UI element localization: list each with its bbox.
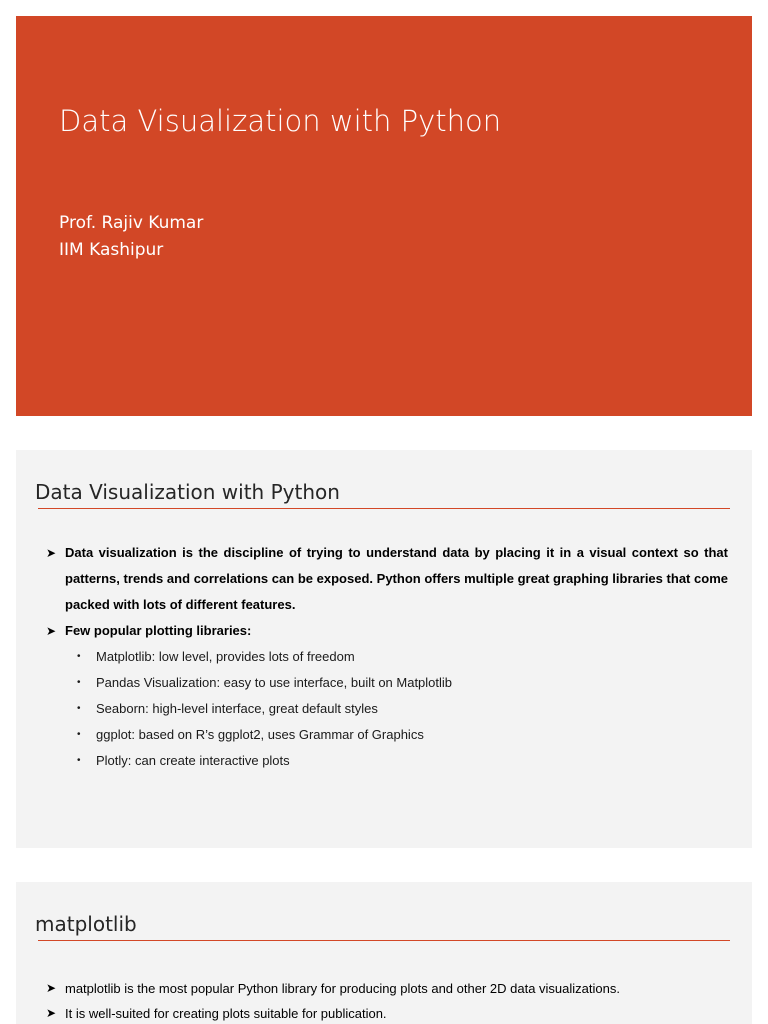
author-block xyxy=(59,210,203,264)
author-institution: IIM Kashipur xyxy=(59,240,164,260)
list-item xyxy=(46,540,728,618)
list-item xyxy=(46,618,728,644)
arrow-bullet-icon: ➤ xyxy=(46,981,57,995)
library-item xyxy=(46,748,728,774)
library-text: Matplotlib: low level, provides lots of freedom xyxy=(96,649,355,664)
point-text: Few popular plotting libraries: xyxy=(65,623,252,638)
library-item xyxy=(46,696,728,722)
slide-body xyxy=(46,540,728,774)
library-item xyxy=(46,670,728,696)
heading-divider xyxy=(38,508,730,509)
presentation-title: Data Visualization with Python xyxy=(59,104,502,138)
author-name: Prof. Rajiv Kumar xyxy=(59,213,204,233)
library-text: Plotly: can create interactive plots xyxy=(96,753,290,768)
slide-heading: matplotlib xyxy=(35,912,137,936)
heading-divider xyxy=(38,940,730,941)
dot-bullet-icon: • xyxy=(77,651,81,662)
dot-bullet-icon: • xyxy=(77,703,81,714)
library-text: Pandas Visualization: easy to use interface, built on Matplotlib xyxy=(96,675,453,690)
list-item xyxy=(46,1001,728,1024)
library-item xyxy=(46,644,728,670)
slide-body xyxy=(46,976,728,1024)
dot-bullet-icon: • xyxy=(77,677,81,688)
slide-matplotlib xyxy=(16,882,752,1024)
dot-bullet-icon: • xyxy=(77,755,81,766)
point-text: Data visualization is the discipline of trying to understand data by placing it in a visual context so that patterns, trends and correlations can be exposed. Python offers multiple great graphing libraries that come packed with lots of different features. xyxy=(65,545,728,612)
title-slide xyxy=(16,16,752,416)
point-text: matplotlib is the most popular Python library for producing plots and other 2D data visualizations. xyxy=(65,981,620,996)
arrow-bullet-icon: ➤ xyxy=(46,624,57,638)
library-item xyxy=(46,722,728,748)
library-text: Seaborn: high-level interface, great default styles xyxy=(96,701,378,716)
slide-data-visualization xyxy=(16,450,752,848)
arrow-bullet-icon: ➤ xyxy=(46,1006,57,1020)
dot-bullet-icon: • xyxy=(77,729,81,740)
slide-heading: Data Visualization with Python xyxy=(35,480,340,504)
point-text: It is well-suited for creating plots suitable for publication. xyxy=(65,1006,387,1021)
arrow-bullet-icon: ➤ xyxy=(46,546,57,560)
list-item xyxy=(46,976,728,1001)
library-text: ggplot: based on R’s ggplot2, uses Grammar of Graphics xyxy=(96,727,424,742)
